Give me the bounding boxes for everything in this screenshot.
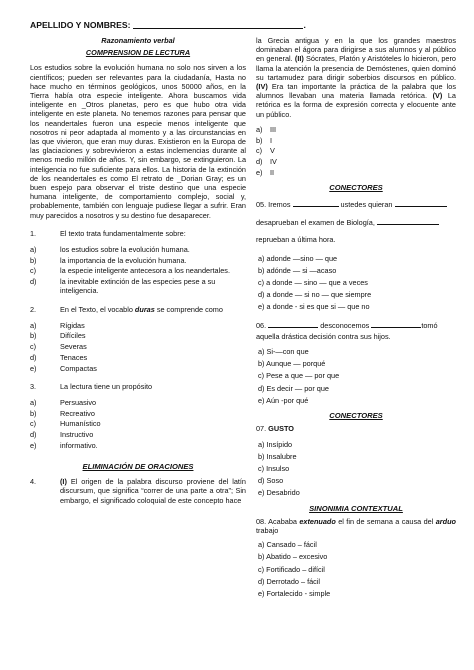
question-4-options [256, 125, 456, 177]
option-item: b) Insalubre [258, 451, 297, 461]
option-item: a) III [256, 124, 277, 134]
question-1-options [30, 245, 246, 296]
section-title-razonamiento: Razonamiento verbal [101, 36, 175, 45]
option-item: a) Cansado – fácil [258, 540, 317, 550]
question-1 [30, 229, 246, 238]
question-8: 08. Acababa extenuado el fin de semana a causa del arduo trabajo [256, 516, 456, 535]
option-item: c) Pese a que — por que [258, 371, 340, 381]
option-item: a) Insípido [258, 439, 293, 449]
question-4 [30, 477, 246, 505]
question-number: 3. [30, 381, 37, 391]
option-item: e) Aún -por qué [258, 395, 309, 405]
question-3-options [30, 398, 246, 450]
option-item: d) Tenaces [30, 352, 88, 362]
question-text: El texto trata fundamentalmente sobre: [60, 228, 186, 238]
blank-line [395, 199, 447, 207]
blank-line [371, 320, 421, 328]
sentence-marker: (I) [60, 477, 67, 487]
section-title-sinonimia: SINONIMIA CONTEXTUAL [309, 503, 403, 513]
keyword-extenuado: extenuado [299, 516, 336, 526]
question-text: (I) El origen de la palabra discurso proviene del latín discursum, que significa “correr de una parte a otra”; Sin embargo, el significado coloquial de este concepto hace [60, 477, 246, 505]
question-number: 2. [30, 304, 37, 314]
section-title-conectores-1: CONECTORES [329, 182, 383, 192]
option-item: a) Si-—con que [258, 347, 309, 357]
name-label: APELLIDO Y NOMBRES: [30, 20, 131, 30]
question-6-options [256, 347, 456, 405]
option-item: b) Difíciles [30, 331, 86, 341]
section-title-conectores-2: CONECTORES [329, 411, 383, 421]
option-item: c) a donde — sino — que a veces [258, 278, 368, 288]
left-column [30, 36, 246, 505]
question-5-options [256, 254, 456, 312]
section-title-comprension: COMPRENSION DE LECTURA [85, 48, 191, 58]
blank-line [293, 199, 339, 207]
option-item: c) Insulso [258, 463, 290, 473]
question-8-options [256, 540, 456, 598]
option-item: d) la inevitable extinción de las especies pese a su inteligencia. [30, 277, 216, 296]
option-item: e) Fortalecido - simple [258, 588, 331, 598]
name-line-dot: . [303, 20, 306, 30]
option-item: d) Es decir — por que [258, 383, 329, 393]
option-item: d) a donde — si no — que siempre [258, 290, 372, 300]
keyword-gusto: GUSTO [268, 424, 294, 434]
option-item: e) Compactas [30, 363, 97, 373]
option-item: d) Instructivo [30, 430, 94, 440]
option-item: c) Fortificado – difícil [258, 564, 325, 574]
blank-line [268, 320, 318, 328]
option-item: e) informativo. [30, 440, 98, 450]
question-7: 07. GUSTO [256, 424, 294, 434]
section-title-eliminacion: ELIMINACIÓN DE ORACIONES [82, 462, 194, 472]
question-text: En el Texto, el vocablo duras se comprende como [60, 304, 223, 314]
question-7-options [256, 440, 456, 498]
keyword-duras: duras [134, 304, 155, 314]
option-item: b) Abatido – excesivo [258, 552, 328, 562]
question-4-continuation: la Grecia antigua y en la que los grandes maestros dominaban el ágora para dirigirse a sus alumnos y al público en general. (II) Sócrates, Platón y Aristóteles lo hicieron, pero llama la atención la presencia de Demóstenes, quien dominó su tartamudez para dirigir soberbios discursos en público. (IV) Era tan importante la práctica de la palabra que los alumnos llevaban una materia llamada retórica. (V) La retórica es la forma de expresión correcta y elocuente ante un público. [256, 36, 456, 119]
blank-line [377, 217, 439, 225]
option-item: c) Humanístico [30, 419, 101, 429]
option-item: a) adonde —sino — que [258, 253, 338, 263]
option-item: d) Soso [258, 476, 284, 486]
question-number: 1. [30, 228, 37, 238]
option-item: b) Recreativo [30, 408, 95, 418]
option-item: c) V [256, 146, 275, 156]
question-3 [30, 382, 246, 391]
question-2-options [30, 321, 246, 373]
sentence-marker: (IV) [256, 82, 268, 92]
reading-passage: Los estudios sobre la evolución humana no solo nos sirven a los científicos; pueden ser relevantes para la ciudadanía, Hasta no hace mucho en términos geológicos, unos 50000 años, en la Tierra había otra especie inteligente. Ahora buscamos vida inteligente en _Otros planetas, pero es que hubo otra vida inteligente en este planeta. No tenemos razones para pensar que los neandertales fueron una especie menos inteligente que nosotros ni peor adaptada al momento y a las circunstancias en las que vivieron, que eran muy duras. Existieron en la Europa de las glaciaciones y sobrevivieron a estas inclemencias durante al menos medio millón de años. Y, sin embargo, se extinguieron. La inteligencia no fue suficiente para ellos. La historia de la extinción de los neandertales es como El retrato de _Dorian Gray; es un buen espejo para observar el triste destino que una especie humana inteligente, de comportamiento complejo, social y, probablemente, también con lenguaje pudiese llegar a sufrir. Eran muy parecidos a nosotros y su destino fue desaparecer. [30, 63, 246, 220]
option-item: b) Aunque — porqué [258, 359, 326, 369]
option-item: a) Rígidas [30, 320, 85, 330]
name-header [30, 20, 450, 30]
right-column [256, 36, 456, 601]
option-item: e) II [256, 167, 275, 177]
option-item: c) la especie inteligente antecesora a los neandertales. [30, 266, 230, 276]
question-5: 05. Iremos ustedes quieran desaprueban el examen de Biología, reprueban a última hora. [256, 199, 456, 245]
option-item: d) Derrotado – fácil [258, 576, 321, 586]
option-item: a) Persuasivo [30, 398, 97, 407]
option-item: b) adónde — si —acaso [258, 265, 337, 275]
question-6: 06. desconocemos tomó aquella drástica decisión contra sus hijos. [256, 320, 438, 341]
option-item: d) IV [256, 156, 277, 166]
option-item: b) la importancia de la evolución humana. [30, 255, 187, 265]
question-number: 4. [30, 477, 37, 487]
option-item: b) I [256, 135, 273, 145]
question-2 [30, 305, 246, 314]
name-blank-line [133, 28, 303, 29]
sentence-marker: (II) [294, 54, 304, 64]
option-item: e) Desabrido [258, 488, 300, 498]
option-item: a) los estudios sobre la evolución humana. [30, 245, 190, 255]
option-item: e) a donde - si es que si — que no [258, 302, 370, 312]
keyword-arduo: arduo [435, 516, 456, 526]
sentence-marker: (V) [432, 91, 443, 101]
option-item: c) Severas [30, 342, 87, 352]
question-text: La lectura tiene un propósito [60, 381, 153, 391]
